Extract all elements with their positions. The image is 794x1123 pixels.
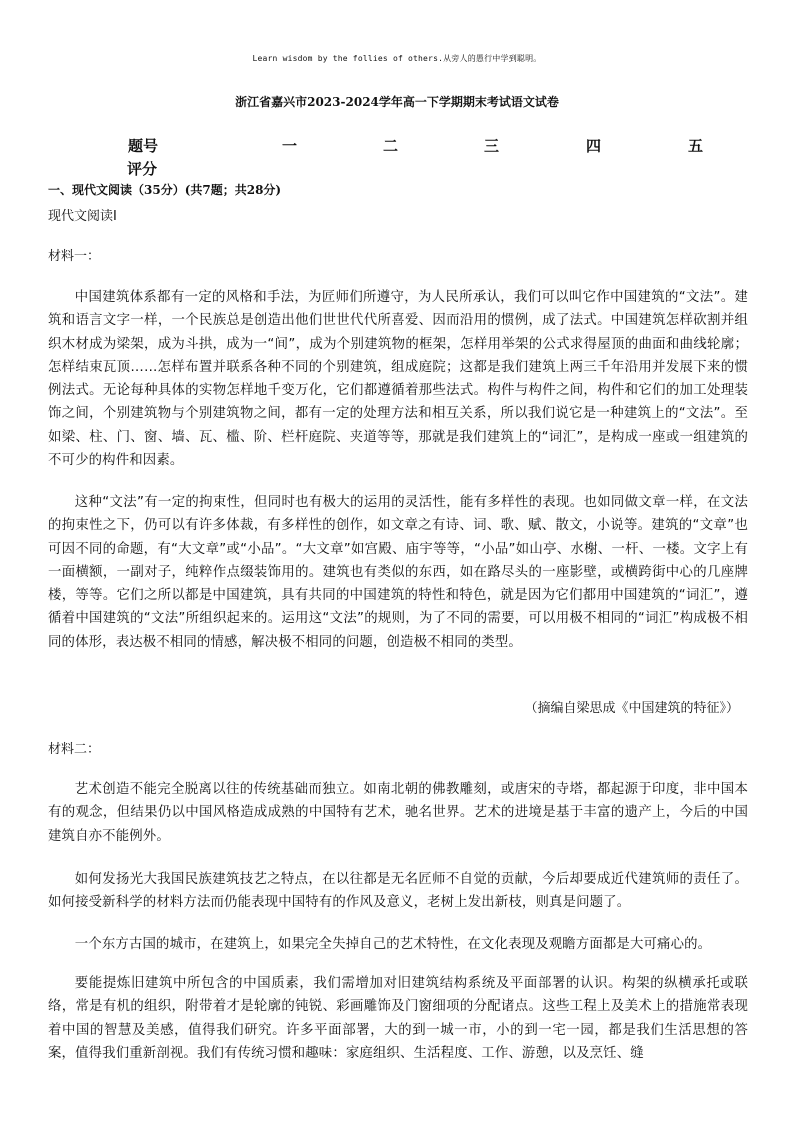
- score-label: 评分: [127, 160, 158, 178]
- question-number-label: 题号: [128, 137, 159, 155]
- material2-label: 材料二：: [48, 742, 101, 757]
- material2-paragraph-3: 一个东方古国的城市，在建筑上，如果完全失掉自己的艺术特性，在文化表现及观瞻方面都是大可痛心的。: [74, 937, 712, 952]
- section-heading: 一、现代文阅读（35分）(共7题；共28分): [48, 183, 282, 197]
- material2-paragraph-4: 要能提炼旧建筑中所包含的中国质素，我们需增加对旧建筑结构系统及平面部署的认识。构架的纵横承托或联络，常是有机的组织，附带着才是轮廓的钝锐、彩画雕饰及门窗细项的分配诸点。这些工程上及美术上的措施常表现着中国的智慧及美感，值得我们研究。许多平面部署，大的到一城一市，小的到一宅一园，都是我们生活思想的答案，值得我们重新剖视。我们有传统习惯和趣味：家庭组织、生活程度、工作、游憩，以及烹饪、缝: [48, 976, 748, 1061]
- score-column-5: 五: [688, 137, 704, 155]
- score-column-4: 四: [586, 137, 602, 155]
- material1-label: 材料一：: [48, 249, 101, 264]
- score-column-3: 三: [484, 137, 500, 155]
- score-table-header-row: [0, 135, 794, 155]
- material2-paragraph-2: 如何发扬光大我国民族建筑技艺之特点，在以往都是无名匠师不自觉的贡献，今后却要成近代建筑师的责任了。如何接受新科学的材料方法而仍能表现中国特有的作风及意义，老树上发出新枝，则真是问题了。: [48, 872, 748, 911]
- material1-source: （摘编自梁思成《中国建筑的特征》）: [524, 701, 739, 716]
- score-column-1: 一: [282, 137, 298, 155]
- section-subheading: 现代文阅读Ⅰ: [48, 209, 117, 224]
- material1-paragraph-1: 中国建筑体系都有一定的风格和手法，为匠师们所遵守，为人民所承认，我们可以叫它作中国建筑的“文法”。建筑和语言文字一样，一个民族总是创造出他们世世代代所喜爱、因而沿用的惯例，成了法式。中国建筑怎样砍割并组织木材成为梁架，成为斗拱，成为一“间”，成为个别建筑物的框架，怎样用举架的公式求得屋顶的曲面和曲线轮廓；怎样结束瓦顶……怎样布置并联系各种不同的个别建筑，组成庭院；这都是我们建筑上两三千年沿用并发展下来的惯例法式。无论每种具体的实物怎样地千变万化，它们都遵循着那些法式。构件与构件之间，构件和它们的加工处理装饰之间，个别建筑物与个别建筑物之间，都有一定的处理方法和相互关系，所以我们说它是一种建筑上的“文法”。至如梁、柱、门、窗、墙、瓦、槛、阶、栏杆庭院、夹道等等，那就是我们建筑上的“词汇”，是构成一座或一组建筑的不可少的构件和因素。: [48, 290, 748, 469]
- exam-title: 浙江省嘉兴市2023-2024学年高一下学期期末考试语文试卷: [235, 95, 559, 109]
- material2-paragraph-1: 艺术创造不能完全脱离以往的传统基础而独立。如南北朝的佛教雕刻，或唐宋的寺塔，都起源于印度，非中国本有的观念，但结果仍以中国风格造成成熟的中国特有艺术，驰名世界。艺术的进境是基于丰富的遗产上，今后的中国建筑自亦不能例外。: [48, 782, 748, 844]
- material1-paragraph-2: 这种“文法”有一定的拘束性，但同时也有极大的运用的灵活性，能有多样性的表现。也如同做文章一样，在文法的拘束性之下，仍可以有许多体裁，有多样性的创作，如文章之有诗、词、歌、赋、散文，小说等。建筑的“文章”也可因不同的命题，有“大文章”或“小品”。“大文章”如宫殿、庙宇等等，“小品”如山亭、水榭、一杆、一楼。文字上有一面横额，一副对子，纯粹作点缀装饰用的。建筑也有类似的东西，如在路尽头的一座影壁，或横跨街中心的几座牌楼，等等。它们之所以都是中国建筑，具有共同的中国建筑的特性和特色，就是因为它们都用中国建筑的“词汇”，遵循着中国建筑的“文法”所组织起来的。运用这“文法”的规则，为了不同的需要，可以用极不相同的“词汇”构成极不相同的体形，表达极不相同的情感，解决极不相同的问题，创造极不相同的类型。: [48, 495, 748, 650]
- page-motto: Learn wisdom by the follies of others.从旁人的愚行中学到聪明。: [252, 54, 542, 63]
- score-column-2: 二: [383, 137, 399, 155]
